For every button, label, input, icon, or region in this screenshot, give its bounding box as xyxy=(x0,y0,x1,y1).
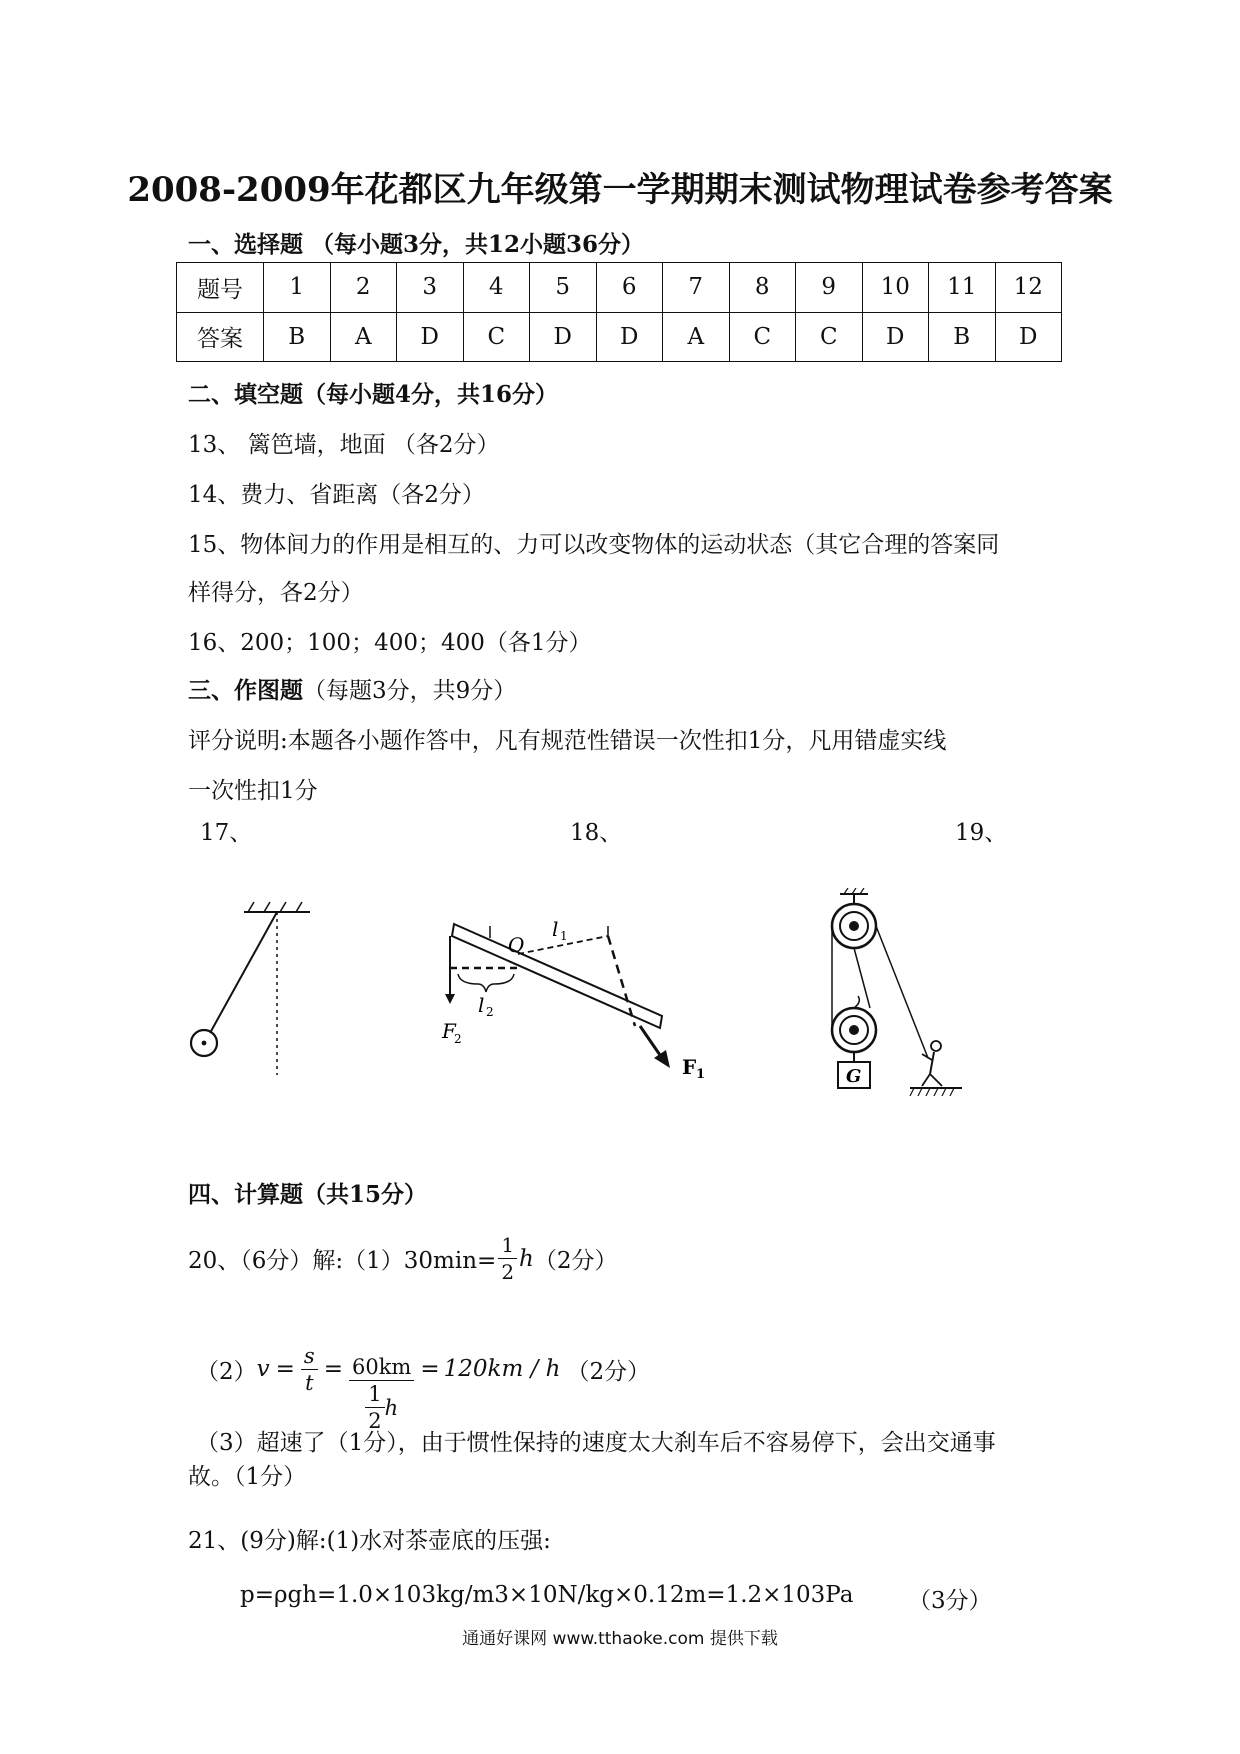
table-cell: C xyxy=(463,312,530,362)
l2-sub: 2 xyxy=(486,1005,494,1019)
table-cell: 5 xyxy=(530,263,597,313)
figure-18-label: 18、 xyxy=(570,820,623,846)
l1-label: l xyxy=(552,917,559,941)
weight-label: G xyxy=(846,1066,862,1087)
table-cell: B xyxy=(264,312,331,362)
table-cell: C xyxy=(796,312,863,362)
table-row xyxy=(177,312,1062,362)
time-unit: h xyxy=(384,1395,399,1420)
t-symbol: t xyxy=(305,1370,314,1395)
table-cell: 8 xyxy=(729,263,796,313)
table-row xyxy=(177,263,1062,313)
answer-20-part2: （2） v = $\frac{s}{t}$ = 60km $\frac{1}{2}$ h = 120km / h （2分） xyxy=(196,1343,651,1433)
row2-label: 答案 xyxy=(177,312,264,362)
table-cell: D xyxy=(397,312,464,362)
answer-21: 21、(9分)解:(1)水对茶壶底的压强: xyxy=(188,1528,551,1554)
table-cell: 11 xyxy=(929,263,996,313)
table-cell: 1 xyxy=(264,263,331,313)
figure-19-label: 19、 xyxy=(955,820,1008,846)
section1-title: 一、选择题 xyxy=(188,231,303,258)
velocity-symbol: v xyxy=(256,1356,270,1382)
q20-prefix: 20、（6分）解:（1）30min= xyxy=(188,1248,497,1274)
table-cell: A xyxy=(663,312,730,362)
answer-16: 16、200；100；400；400（各1分） xyxy=(188,630,592,656)
table-cell: D xyxy=(862,312,929,362)
table-cell: 10 xyxy=(862,263,929,313)
l1-sub: 1 xyxy=(560,929,568,943)
q20-2-score: （2分） xyxy=(566,1358,651,1385)
row1-label: 题号 xyxy=(177,263,264,313)
page-title: 2008-2009年花都区九年级第一学期期末测试物理试卷参考答案 xyxy=(127,170,1113,210)
answer-table xyxy=(176,262,1062,362)
f1-label: F xyxy=(682,1055,697,1079)
f2-sub: 2 xyxy=(454,1032,462,1046)
answer-15-line1: 15、物体间力的作用是相互的、力可以改变物体的运动状态（其它合理的答案同 xyxy=(188,532,1000,558)
pivot-label: O xyxy=(508,933,525,957)
q20-unit: h xyxy=(519,1245,534,1272)
table-cell: 6 xyxy=(596,263,663,313)
answer-15-line2: 样得分，各2分） xyxy=(188,580,364,606)
figure-17-label: 17、 xyxy=(200,820,253,846)
section4-heading: 四、计算题（共15分） xyxy=(188,1181,428,1208)
table-cell: 3 xyxy=(397,263,464,313)
answer-14: 14、费力、省距离（各2分） xyxy=(188,482,485,508)
answer-20-part3-line1: （3）超速了（1分），由于惯性保持的速度太大刹车后不容易停下，会出交通事 xyxy=(196,1430,996,1456)
q20-2-label: （2） xyxy=(196,1358,257,1385)
table-cell: D xyxy=(596,312,663,362)
table-cell: B xyxy=(929,312,996,362)
figure-17-pendulum xyxy=(180,880,330,1080)
section3-heading xyxy=(188,672,516,705)
footer: 通通好课网 www.tthaoke.com 提供下载 xyxy=(462,1629,778,1649)
q20-fraction xyxy=(498,1232,517,1285)
table-cell: D xyxy=(530,312,597,362)
answer-21-formula: p=ρgh=1.0×103kg/m3×10N/kg×0.12m=1.2×103Pa xyxy=(240,1582,854,1608)
figure-18-lever xyxy=(430,888,720,1088)
table-cell: C xyxy=(729,312,796,362)
answer-21-score: （3分） xyxy=(908,1588,992,1614)
section1-note: （每小题3分，共12小题36分） xyxy=(311,231,645,258)
table-cell: 2 xyxy=(330,263,397,313)
answer-13: 13、 篱笆墙，地面 （各2分） xyxy=(188,432,500,458)
answer-20-part1 xyxy=(188,1232,618,1285)
distance-value: 60km xyxy=(349,1354,414,1381)
f2-label: F xyxy=(442,1019,456,1043)
velocity-result: 120km / h xyxy=(443,1356,561,1382)
table-cell: 4 xyxy=(463,263,530,313)
l2-label: l xyxy=(478,993,485,1017)
table-cell: 12 xyxy=(995,263,1062,313)
q20-score: （2分） xyxy=(533,1248,618,1274)
s-symbol: s xyxy=(301,1343,318,1370)
table-cell: 9 xyxy=(796,263,863,313)
s-over-t xyxy=(301,1343,318,1396)
q20-frac-num: 1 xyxy=(498,1232,517,1259)
answer-20-part3-line2: 故。（1分） xyxy=(188,1464,307,1490)
table-cell: A xyxy=(330,312,397,362)
f1-sub: 1 xyxy=(696,1067,706,1082)
section3-note: （每题3分，共9分） xyxy=(303,678,517,704)
time-frac-num: 1 xyxy=(365,1381,384,1408)
scoring-note-line1: 评分说明:本题各小题作答中，凡有规范性错误一次性扣1分，凡用错虚实线 xyxy=(188,728,947,754)
scoring-note-line2: 一次性扣1分 xyxy=(188,778,318,804)
q20-frac-den: 2 xyxy=(501,1260,515,1284)
section3-title: 三、作图题 xyxy=(188,677,303,704)
section2-heading: 二、填空题（每小题4分，共16分） xyxy=(188,381,559,408)
time-frac-den: 2 xyxy=(368,1409,382,1433)
table-cell: D xyxy=(995,312,1062,362)
distance-over-time xyxy=(349,1354,414,1434)
figure-19-pulley xyxy=(818,888,988,1108)
table-cell: 7 xyxy=(663,263,730,313)
section1-heading xyxy=(188,226,644,259)
